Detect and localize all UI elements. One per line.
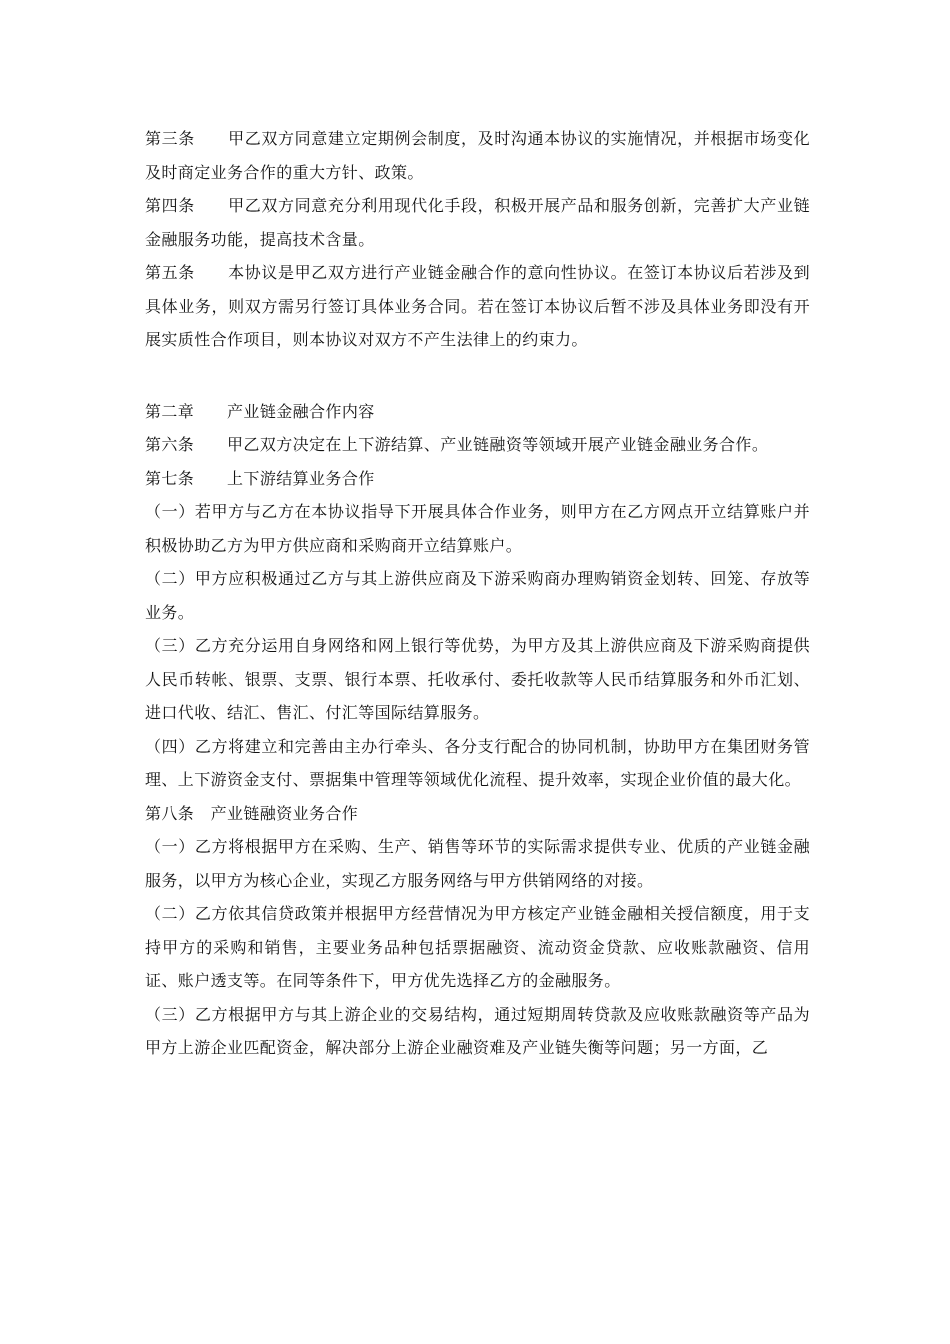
article-7 <box>145 462 810 496</box>
article-label: 第八条 <box>145 803 195 823</box>
section-spacer <box>145 357 810 395</box>
article-text: 产业链融资业务合作 <box>210 803 359 823</box>
article-label: 第六条 <box>145 435 195 454</box>
article-label: 第三条 <box>145 129 195 148</box>
chapter-2-heading <box>145 395 810 429</box>
article-label: 第七条 <box>145 468 195 488</box>
list-item: （四）乙方将建立和完善由主办行牵头、各分支行配合的协同机制，协助甲方在集团财务管理、上下游资金支付、票据集中管理等领域优化流程、提升效率，实现企业价值的最大化。 <box>145 736 810 789</box>
list-item: （二）乙方依其信贷政策并根据甲方经营情况为甲方核定产业链金融相关授信额度，用于支持甲方的采购和销售，主要业务品种包括票据融资、流动资金贷款、应收账款融资、信用证、账户透支等。在同等条件下，甲方优先选择乙方的金融服务。 <box>145 904 810 990</box>
list-item: （三）乙方充分运用自身网络和网上银行等优势，为甲方及其上游供应商及下游采购商提供人民币转帐、银票、支票、银行本票、托收承付、委托收款等人民币结算服务和外币汇划、进口代收、结汇、售汇、付汇等国际结算服务。 <box>145 636 810 722</box>
article-text: 甲乙双方同意建立定期例会制度，及时沟通本协议的实施情况，并根据市场变化及时商定业务合作的重大方针、政策。 <box>145 129 810 182</box>
article-text: 本协议是甲乙双方进行产业链金融合作的意向性协议。在签订本协议后若涉及到具体业务，则双方需另行签订具体业务合同。若在签订本协议后暂不涉及具体业务即没有开展实质性合作项目，则本协议对双方不产生法律上的约束力。 <box>145 263 810 349</box>
article-3 <box>145 122 810 189</box>
chapter-title: 产业链金融合作内容 <box>227 401 375 421</box>
article-label: 第四条 <box>145 196 195 215</box>
list-item: （一）若甲方与乙方在本协议指导下开展具体合作业务，则甲方在乙方网点开立结算账户并积极协助乙方为甲方供应商和采购商开立结算账户。 <box>145 502 810 555</box>
article-label: 第五条 <box>145 263 195 282</box>
article-4 <box>145 189 810 256</box>
article-5 <box>145 256 810 357</box>
article-text: 上下游结算业务合作 <box>227 468 375 488</box>
list-item: （二）甲方应积极通过乙方与其上游供应商及下游采购商办理购销资金划转、回笼、存放等业务。 <box>145 569 810 622</box>
list-item: （三）乙方根据甲方与其上游企业的交易结构，通过短期周转贷款及应收账款融资等产品为甲方上游企业匹配资金，解决部分上游企业融资难及产业链失衡等问题；另一方面，乙 <box>145 1004 810 1057</box>
chapter-label: 第二章 <box>145 401 195 421</box>
article-6 <box>145 428 810 462</box>
list-item: （一）乙方将根据甲方在采购、生产、销售等环节的实际需求提供专业、优质的产业链金融服务，以甲方为核心企业，实现乙方服务网络与甲方供销网络的对接。 <box>145 837 810 890</box>
article-text: 甲乙双方同意充分利用现代化手段，积极开展产品和服务创新，完善扩大产业链金融服务功能，提高技术含量。 <box>145 196 810 249</box>
document-body <box>145 122 810 1065</box>
article-8 <box>145 797 810 831</box>
article-text: 甲乙双方决定在上下游结算、产业链融资等领域开展产业链金融业务合作。 <box>227 435 769 454</box>
